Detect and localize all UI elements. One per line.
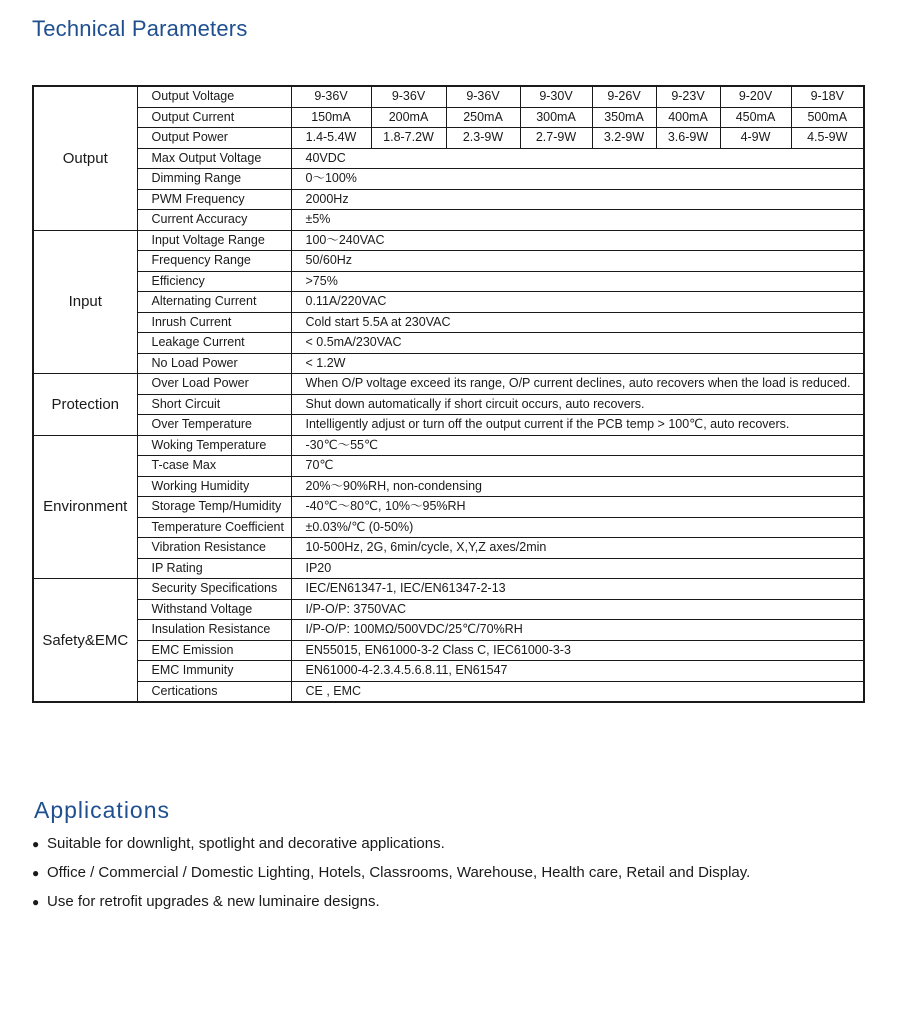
param-value: When O/P voltage exceed its range, O/P current declines, auto recovers when the load is reduced.	[291, 374, 864, 395]
table-row	[33, 210, 864, 231]
table-row	[33, 620, 864, 641]
param-label: No Load Power	[137, 353, 291, 374]
param-value: IEC/EN61347-1, IEC/EN61347-2-13	[291, 579, 864, 600]
list-item	[32, 830, 750, 859]
param-value: EN55015, EN61000-3-2 Class C, IEC61000-3-3	[291, 640, 864, 661]
table-row	[33, 681, 864, 702]
param-label: Temperature Coefficient	[137, 517, 291, 538]
table-row	[33, 579, 864, 600]
param-value: ±5%	[291, 210, 864, 231]
model-current: 250mA	[446, 107, 520, 128]
application-text: Use for retrofit upgrades & new luminaire designs.	[47, 893, 380, 910]
table-row	[33, 538, 864, 559]
param-label: Withstand Voltage	[137, 599, 291, 620]
table-row	[33, 456, 864, 477]
model-current: 400mA	[656, 107, 720, 128]
table-row	[33, 497, 864, 518]
technical-parameters-title: Technical Parameters	[32, 16, 248, 41]
model-voltage: 9-36V	[371, 86, 446, 107]
param-label: Over Load Power	[137, 374, 291, 395]
table-row	[33, 517, 864, 538]
applications-title: Applications	[34, 797, 171, 823]
param-value: ±0.03%/℃ (0-50%)	[291, 517, 864, 538]
table-row	[33, 169, 864, 190]
param-label: Working Humidity	[137, 476, 291, 497]
param-value: Cold start 5.5A at 230VAC	[291, 312, 864, 333]
table-row	[33, 86, 864, 107]
table-row	[33, 230, 864, 251]
table-row	[33, 374, 864, 395]
model-power: 2.3-9W	[446, 128, 520, 149]
table-row	[33, 415, 864, 436]
table-row	[33, 312, 864, 333]
model-voltage: 9-20V	[720, 86, 791, 107]
group-input: Input	[33, 230, 137, 374]
bullet-icon: ●	[32, 866, 40, 880]
param-value: I/P-O/P: 100MΩ/500VDC/25℃/70%RH	[291, 620, 864, 641]
model-current: 150mA	[291, 107, 371, 128]
model-power: 3.2-9W	[592, 128, 656, 149]
param-value: 100～240VAC	[291, 230, 864, 251]
param-value: -40℃～80℃, 10%～95%RH	[291, 497, 864, 518]
table-row	[33, 148, 864, 169]
param-label: Input Voltage Range	[137, 230, 291, 251]
param-label: EMC Immunity	[137, 661, 291, 682]
param-value: 70℃	[291, 456, 864, 477]
applications-list	[32, 830, 750, 917]
spec-table	[32, 85, 865, 703]
param-label: Output Current	[137, 107, 291, 128]
application-text: Office / Commercial / Domestic Lighting, Hotels, Classrooms, Warehouse, Health care, Retail and Display.	[47, 864, 751, 881]
model-voltage: 9-36V	[446, 86, 520, 107]
param-label: Short Circuit	[137, 394, 291, 415]
model-voltage: 9-36V	[291, 86, 371, 107]
param-label: Leakage Current	[137, 333, 291, 354]
param-value: -30℃～55℃	[291, 435, 864, 456]
model-power: 2.7-9W	[520, 128, 592, 149]
param-label: Efficiency	[137, 271, 291, 292]
group-safety-emc: Safety&EMC	[33, 579, 137, 703]
model-voltage: 9-18V	[791, 86, 864, 107]
param-label: Output Power	[137, 128, 291, 149]
table-row	[33, 435, 864, 456]
param-value: >75%	[291, 271, 864, 292]
param-label: Frequency Range	[137, 251, 291, 272]
param-label: Insulation Resistance	[137, 620, 291, 641]
model-current: 350mA	[592, 107, 656, 128]
param-label: Certications	[137, 681, 291, 702]
param-label: Woking Temperature	[137, 435, 291, 456]
param-value: 20%～90%RH, non-condensing	[291, 476, 864, 497]
model-current: 200mA	[371, 107, 446, 128]
model-power: 4.5-9W	[791, 128, 864, 149]
table-row	[33, 599, 864, 620]
list-item	[32, 859, 750, 888]
application-text: Suitable for downlight, spotlight and decorative applications.	[47, 835, 445, 852]
param-value: 2000Hz	[291, 189, 864, 210]
bullet-icon: ●	[32, 837, 40, 851]
table-row	[33, 394, 864, 415]
table-row	[33, 558, 864, 579]
param-value: < 1.2W	[291, 353, 864, 374]
model-voltage: 9-26V	[592, 86, 656, 107]
model-voltage: 9-30V	[520, 86, 592, 107]
table-row	[33, 271, 864, 292]
model-power: 1.4-5.4W	[291, 128, 371, 149]
param-label: Vibration Resistance	[137, 538, 291, 559]
table-row	[33, 661, 864, 682]
param-label: Over Temperature	[137, 415, 291, 436]
table-row	[33, 189, 864, 210]
param-label: Max Output Voltage	[137, 148, 291, 169]
param-value: 0.11A/220VAC	[291, 292, 864, 313]
table-row	[33, 128, 864, 149]
bullet-icon: ●	[32, 895, 40, 909]
group-protection: Protection	[33, 374, 137, 436]
model-power: 1.8-7.2W	[371, 128, 446, 149]
param-value: IP20	[291, 558, 864, 579]
param-value: 40VDC	[291, 148, 864, 169]
param-value: 0～100%	[291, 169, 864, 190]
param-label: Current Accuracy	[137, 210, 291, 231]
param-value: EN61000-4-2.3.4.5.6.8.11, EN61547	[291, 661, 864, 682]
model-current: 300mA	[520, 107, 592, 128]
param-value: 50/60Hz	[291, 251, 864, 272]
param-label: Output Voltage	[137, 86, 291, 107]
param-value: Shut down automatically if short circuit occurs, auto recovers.	[291, 394, 864, 415]
table-row	[33, 333, 864, 354]
group-environment: Environment	[33, 435, 137, 579]
model-current: 500mA	[791, 107, 864, 128]
table-row	[33, 251, 864, 272]
param-label: Inrush Current	[137, 312, 291, 333]
param-label: Storage Temp/Humidity	[137, 497, 291, 518]
model-voltage: 9-23V	[656, 86, 720, 107]
param-label: EMC Emission	[137, 640, 291, 661]
param-value: < 0.5mA/230VAC	[291, 333, 864, 354]
model-current: 450mA	[720, 107, 791, 128]
table-row	[33, 292, 864, 313]
table-row	[33, 640, 864, 661]
param-label: Alternating Current	[137, 292, 291, 313]
model-power: 4-9W	[720, 128, 791, 149]
param-value: Intelligently adjust or turn off the output current if the PCB temp > 100℃, auto recovers.	[291, 415, 864, 436]
table-row	[33, 353, 864, 374]
param-label: Dimming Range	[137, 169, 291, 190]
param-label: Security Specifications	[137, 579, 291, 600]
table-row	[33, 476, 864, 497]
param-value: I/P-O/P: 3750VAC	[291, 599, 864, 620]
param-value: CE , EMC	[291, 681, 864, 702]
param-label: T-case Max	[137, 456, 291, 477]
table-row	[33, 107, 864, 128]
group-output: Output	[33, 86, 137, 230]
param-label: IP Rating	[137, 558, 291, 579]
param-value: 10-500Hz, 2G, 6min/cycle, X,Y,Z axes/2min	[291, 538, 864, 559]
list-item	[32, 888, 750, 917]
param-label: PWM Frequency	[137, 189, 291, 210]
model-power: 3.6-9W	[656, 128, 720, 149]
